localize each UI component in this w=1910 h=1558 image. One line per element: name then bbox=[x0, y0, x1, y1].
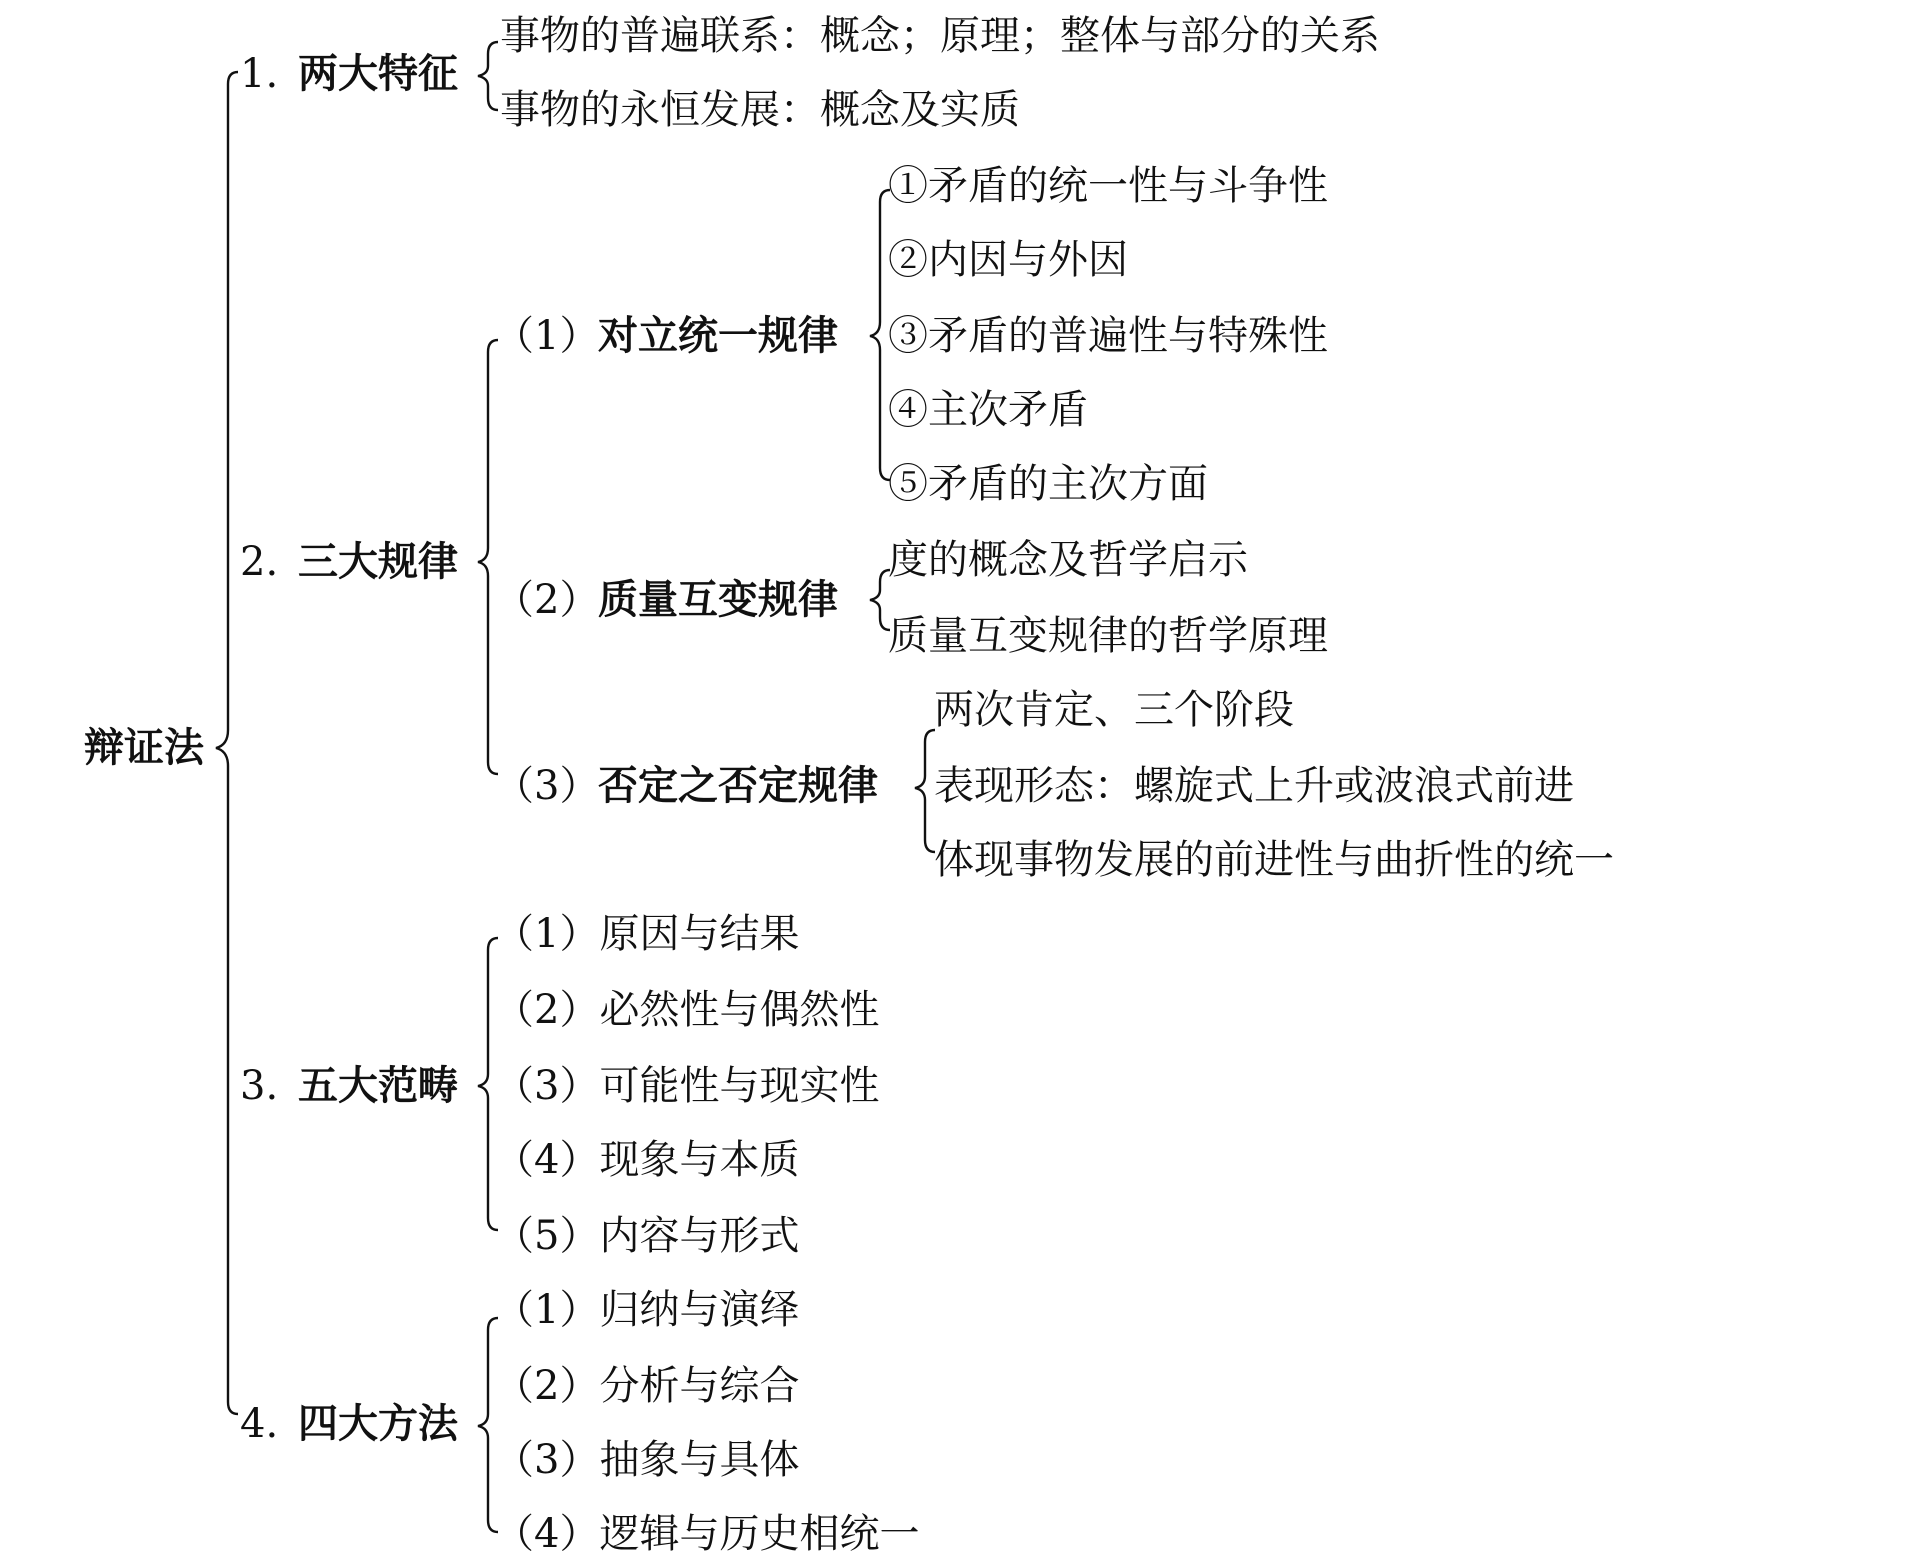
law1-item-3: ③矛盾的普遍性与特殊性 bbox=[888, 313, 1328, 359]
section1-item-2: 事物的永恒发展：概念及实质 bbox=[500, 87, 1020, 133]
law2-number: （2） bbox=[494, 577, 600, 623]
method-item-3: （3）抽象与具体 bbox=[494, 1437, 800, 1483]
category-item-5: （5）内容与形式 bbox=[494, 1213, 800, 1259]
category-item-1: （1）原因与结果 bbox=[494, 911, 800, 957]
law1-item-5: ⑤矛盾的主次方面 bbox=[888, 461, 1208, 507]
section1-title: 两大特征 bbox=[298, 51, 458, 97]
section4-title: 四大方法 bbox=[298, 1401, 458, 1447]
category-item-3: （3）可能性与现实性 bbox=[494, 1063, 880, 1109]
section1-brace bbox=[478, 42, 498, 110]
section2-title: 三大规律 bbox=[298, 539, 458, 585]
category-item-4: （4）现象与本质 bbox=[494, 1137, 800, 1183]
root-label: 辩证法 bbox=[84, 725, 204, 771]
law3-item-2: 表现形态：螺旋式上升或波浪式前进 bbox=[934, 763, 1574, 809]
law1-item-1: ①矛盾的统一性与斗争性 bbox=[888, 163, 1328, 209]
section4-brace bbox=[478, 1318, 498, 1532]
law2-brace bbox=[870, 570, 890, 630]
section1-item-1: 事物的普遍联系：概念；原理；整体与部分的关系 bbox=[500, 13, 1380, 59]
section1-number: 1. bbox=[240, 51, 279, 97]
law1-brace bbox=[870, 190, 890, 480]
law3-title: 否定之否定规律 bbox=[598, 763, 878, 809]
section3-title: 五大范畴 bbox=[298, 1063, 458, 1109]
law2-item-1: 度的概念及哲学启示 bbox=[888, 537, 1248, 583]
method-item-4: （4）逻辑与历史相统一 bbox=[494, 1511, 920, 1557]
law1-item-2: ②内因与外因 bbox=[888, 237, 1128, 283]
category-item-2: （2）必然性与偶然性 bbox=[494, 987, 880, 1033]
method-item-2: （2）分析与综合 bbox=[494, 1363, 800, 1409]
section3-number: 3. bbox=[240, 1063, 279, 1109]
section2-brace bbox=[478, 340, 498, 774]
law1-title: 对立统一规律 bbox=[598, 313, 838, 359]
law2-item-2: 质量互变规律的哲学原理 bbox=[888, 613, 1328, 659]
method-item-1: （1）归纳与演绎 bbox=[494, 1287, 800, 1333]
law3-item-1: 两次肯定、三个阶段 bbox=[934, 687, 1294, 733]
root-brace bbox=[216, 72, 238, 1414]
section2-number: 2. bbox=[240, 539, 279, 585]
law2-title: 质量互变规律 bbox=[598, 577, 838, 623]
law3-number: （3） bbox=[494, 763, 600, 809]
law1-item-4: ④主次矛盾 bbox=[888, 387, 1088, 433]
law3-item-3: 体现事物发展的前进性与曲折性的统一 bbox=[934, 837, 1614, 883]
section4-number: 4. bbox=[240, 1401, 279, 1447]
law3-brace bbox=[915, 730, 935, 852]
law1-number: （1） bbox=[494, 313, 600, 359]
